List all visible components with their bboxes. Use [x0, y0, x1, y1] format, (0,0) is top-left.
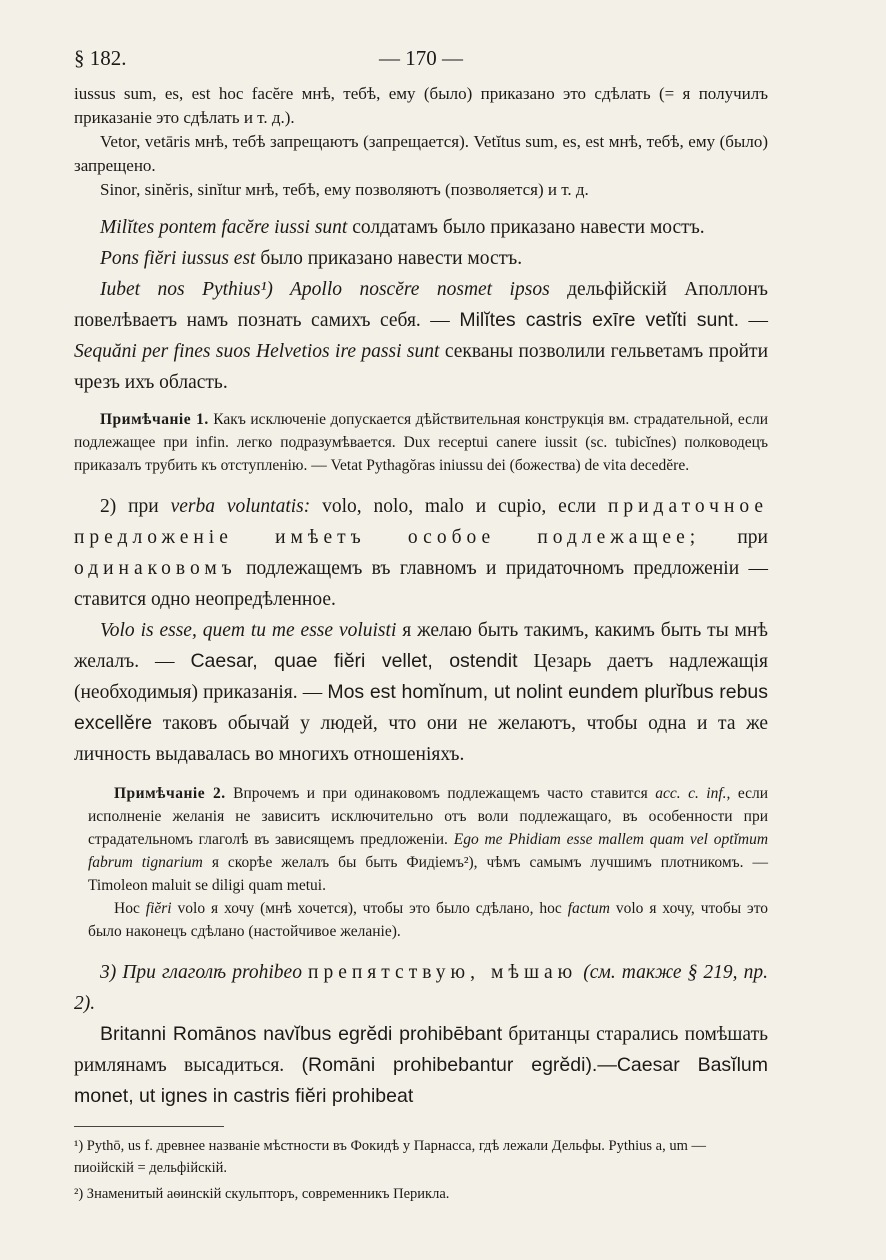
- text-span: (см. также § 219, пр. 2).: [74, 962, 768, 1014]
- latin-example: Volo is esse, quem tu me esse voluisti: [100, 620, 397, 641]
- text-span: volo, nolo, malo и cupio, если: [322, 496, 597, 517]
- latin-example: Milĭtes castris exīre vetĭti sunt.: [459, 309, 740, 331]
- note-label: Примѣчаніе 2.: [114, 785, 226, 802]
- translation: секваны позволили гельветамъ пройти чрезъ ихъ область.: [74, 341, 768, 393]
- example-britanni: [74, 1019, 768, 1112]
- example-iubet: [74, 274, 768, 398]
- translation: британцы старались помѣшать римлянамъ высадиться.: [74, 1024, 768, 1076]
- latin-example: Britanni Romānos navĭbus egrĕdi prohibēbant: [100, 1023, 503, 1045]
- note-text: я скорѣе желалъ бы быть Фидіемъ²), чѣмъ самымъ лучшимъ плотникомъ. — Timoleon maluit se diligi quam metui.: [88, 854, 768, 894]
- text-span: подлежащемъ въ главномъ и придаточномъ предложеніи — ставится одно неопредѣленное.: [74, 558, 769, 610]
- latin-term: acc. c. inf.,: [655, 785, 731, 802]
- note-2: [74, 782, 768, 943]
- note-text: volo я хочу, чтобы это было наконецъ сдѣлано (настойчивое желаніе).: [88, 900, 769, 940]
- latin-example: Caesar, quae fiĕri vellet, ostendit: [190, 650, 518, 672]
- latin-example: Pons fiĕri iussus est: [100, 248, 256, 269]
- footnote-divider: [74, 1126, 224, 1127]
- translation: дельфійскій Аполлонъ повелѣваетъ намъ познать самихъ себя. —: [74, 279, 768, 331]
- footnote-1: ¹) Pythō, us f. древнее названіе мѣстности въ Фокидѣ у Парнасса, гдѣ лежали Дельфы. Pythius a, um — пиоійскій = дельфійскій.: [74, 1138, 707, 1176]
- page-number: — 170 —: [379, 46, 463, 70]
- spaced-emphasis: одинаковомъ: [74, 558, 237, 579]
- section-number: § 182.: [74, 46, 127, 70]
- translation: я желаю быть такимъ, какимъ быть ты мнѣ желалъ. —: [74, 620, 768, 672]
- note-text: Впрочемъ и при одинаковомъ подлежащемъ часто ставится: [233, 785, 648, 802]
- footnotes: [74, 1135, 768, 1205]
- translation: было приказано навести мостъ.: [260, 248, 523, 269]
- separator: —: [748, 310, 769, 331]
- latin-term: factum: [567, 900, 610, 917]
- latin-example: Milĭtes pontem facĕre iussi sunt: [100, 217, 348, 238]
- spaced-emphasis: препятствую, мѣшаю: [308, 962, 578, 983]
- note-text: Hoc: [114, 900, 140, 917]
- note-2-hoc-paragraph: [88, 897, 768, 943]
- note-1: [74, 408, 768, 477]
- text-span: при: [737, 527, 768, 548]
- latin-term: fiĕri: [145, 900, 172, 917]
- example-volo: [74, 615, 768, 770]
- note-text: если исполненіе желанія не зависитъ исключительно отъ воли подлежащаго, въ особенности при страдательномъ глаголѣ въ зависящемъ предложеніи.: [88, 785, 769, 848]
- translation: солдатамъ было приказано навести мостъ.: [352, 217, 705, 238]
- example-milites-pontem: [74, 212, 768, 243]
- text-span: 3) При глаголѣ prohibeo: [100, 962, 302, 983]
- latin-example: Iubet nos Pythius¹) Apollo noscĕre nosmet ipsos: [100, 279, 550, 300]
- paragraph-vetor: Vetor, vetāris мнѣ, тебѣ запрещаютъ (запрещается). Vetĭtus sum, es, est мнѣ, тебѣ, ему (было) запрещено.: [74, 132, 768, 175]
- paragraph-voluntatis: [74, 491, 768, 615]
- page-header: [74, 42, 768, 82]
- latin-example: Ego me Phidiam esse mallem quam vel optĭmum fabrum tignarium: [88, 831, 769, 871]
- note-text: Какъ исключеніе допускается дѣйствительная конструкція вм. страдательной, если подлежащее при infin. легко подразумѣвается. Dux receptui canere iussit (sc. tubicĭnes) полководецъ приказалъ трубить къ отступленію. — Vetat Pythagŏras iniussu dei (божества) de vita decedĕre.: [74, 411, 769, 474]
- latin-term: verba voluntatis:: [170, 496, 311, 517]
- latin-example: Mos est homĭnum, ut nolint eundem plurĭbus rebus excellĕre: [74, 681, 769, 734]
- latin-example: Sequăni per fines suos Helvetios ire passi sunt: [74, 341, 440, 362]
- paragraph-iussus: iussus sum, es, est hoc facĕre мнѣ, тебѣ, ему (было) приказано это сдѣлать (= я получилъ приказаніе это сдѣлать и т. д.).: [74, 84, 768, 127]
- note-label: Примѣчаніе 1.: [100, 411, 209, 428]
- example-pons: [74, 243, 768, 274]
- paragraph-prohibeo: [74, 957, 768, 1019]
- note-2-paragraph: [88, 782, 768, 897]
- main-text: [74, 82, 768, 1112]
- translation: таковъ обычай у людей, что они не желаютъ, чтобы одна и та же личность выдавалась во многихъ отношеніяхъ.: [74, 713, 768, 765]
- latin-example: (Romāni prohibebantur egrĕdi).—Caesar Basĭlum monet, ut ignes in castris fiĕri prohibeat: [74, 1054, 769, 1107]
- note-text: volo я хочу (мнѣ хочется), чтобы это было сдѣлано, hoc: [177, 900, 562, 917]
- translation: Цезарь даетъ надлежащія (необходимыя) приказанія. —: [74, 651, 769, 703]
- text-span: 2) при: [100, 496, 159, 517]
- footnote-2: ²) Знаменитый аѳинскій скульпторъ, современникъ Перикла.: [74, 1186, 450, 1202]
- paragraph-sinor: Sinor, sinĕris, sinĭtur мнѣ, тебѣ, ему позволяютъ (позволяется) и т. д.: [100, 180, 589, 199]
- spaced-emphasis: придаточное предложеніе имѣетъ особое подлежащее;: [74, 496, 769, 548]
